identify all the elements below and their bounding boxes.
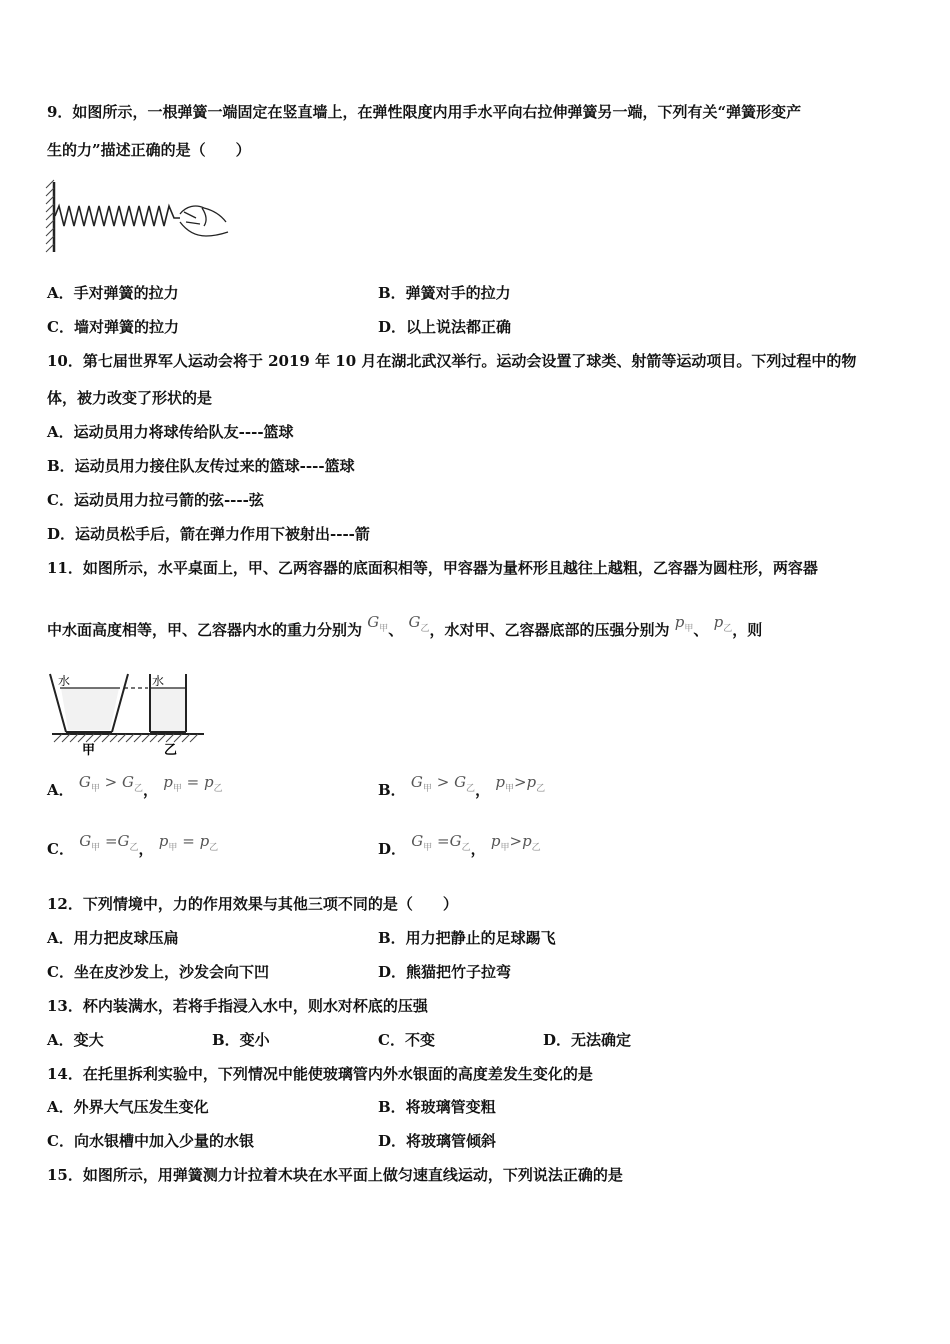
container-label-yi: 乙 (164, 743, 178, 758)
q12-option-c: C．坐在皮沙发上，沙发会向下凹 (47, 963, 269, 981)
q10-option-c: C．运动员用力拉弓箭的弦----弦 (47, 491, 264, 509)
q10-stem-line1: 10．第七届世界军人运动会将于 2019 年 10 月在湖北武汉举行。运动会设置了球类、射箭等运动项目。下列过程中的物 (47, 352, 857, 370)
water-label-jia: 水 (58, 674, 71, 688)
g-yi-symbol: $G_乙$ (408, 613, 430, 634)
q14-option-d: D．将玻璃管倾斜 (378, 1132, 497, 1150)
q10-option-b: B．运动员用力接住队友传过来的篮球----篮球 (47, 457, 355, 475)
q9-stem-line2: 生的力”描述正确的是（ ） (47, 141, 251, 159)
q14-stem: 14．在托里拆利实验中，下列情况中能使玻璃管内外水银面的高度差发生变化的是 (47, 1065, 593, 1083)
water-label-yi: 水 (152, 674, 165, 688)
q11-stem-line1: 11．如图所示，水平桌面上，甲、乙两容器的底面积相等，甲容器为量杯形且越往上越粗，乙容器为圆柱形，两容器 (47, 559, 818, 577)
g-jia-symbol: $G_甲$ (367, 613, 389, 634)
q10-option-d: D．运动员松手后，箭在弹力作用下被射出----箭 (47, 525, 370, 543)
q10-option-a: A．运动员用力将球传给队友----篮球 (47, 423, 294, 441)
q9-option-b: B．弹簧对手的拉力 (378, 284, 511, 302)
q12-option-d: D．熊猫把竹子拉弯 (378, 963, 512, 981)
q14-option-b: B．将玻璃管变粗 (378, 1098, 496, 1116)
q11-option-c: C． $G_甲 =G_乙$， $p_甲 = p_乙$ (47, 832, 219, 858)
q10-stem-line2: 体，被力改变了形状的是 (47, 389, 213, 407)
q11-option-a: A． $G_甲 > G_乙$， $p_甲 = p_乙$ (47, 773, 223, 799)
q9-option-c: C．墙对弹簧的拉力 (47, 318, 179, 336)
q13-option-c: C．不变 (378, 1031, 435, 1049)
q15-stem: 15．如图所示，用弹簧测力计拉着木块在水平面上做匀速直线运动，下列说法正确的是 (47, 1166, 623, 1184)
q13-option-d: D．无法确定 (543, 1031, 632, 1049)
spring-wall-figure (44, 178, 230, 258)
q14-option-c: C．向水银槽中加入少量的水银 (47, 1132, 254, 1150)
q12-option-a: A．用力把皮球压扁 (47, 929, 179, 947)
q13-option-a: A．变大 (47, 1031, 104, 1049)
q13-option-b: B．变小 (212, 1031, 270, 1049)
q13-stem: 13．杯内装满水，若将手指浸入水中，则水对杯底的压强 (47, 997, 428, 1015)
q12-option-b: B．用力把静止的足球踢飞 (378, 929, 556, 947)
container-label-jia: 甲 (82, 743, 96, 758)
q9-option-a: A．手对弹簧的拉力 (47, 284, 179, 302)
containers-figure (48, 668, 208, 758)
q11-stem-line2: 中水面高度相等，甲、乙容器内水的重力分别为 $G_甲$、 $G_乙$，水对甲、乙容器底部的压强分别为 $p_甲$、 $p_乙$，则 (47, 613, 763, 639)
q11-option-b: B． $G_甲 > G_乙$， $p_甲>p_乙$ (378, 773, 546, 799)
p-yi-symbol: $p_乙$ (713, 613, 733, 634)
p-jia-symbol: $p_甲$ (674, 613, 694, 634)
q14-option-a: A．外界大气压发生变化 (47, 1098, 209, 1116)
q11-option-d: D． $G_甲 =G_乙$， $p_甲>p_乙$ (378, 832, 541, 858)
q9-option-d: D．以上说法都正确 (378, 318, 512, 336)
q9-stem-line1: 9．如图所示，一根弹簧一端固定在竖直墙上，在弹性限度内用手水平向右拉伸弹簧另一端，下列有关“弹簧形变产 (47, 103, 802, 121)
q12-stem: 12．下列情境中，力的作用效果与其他三项不同的是（ ） (47, 895, 458, 913)
